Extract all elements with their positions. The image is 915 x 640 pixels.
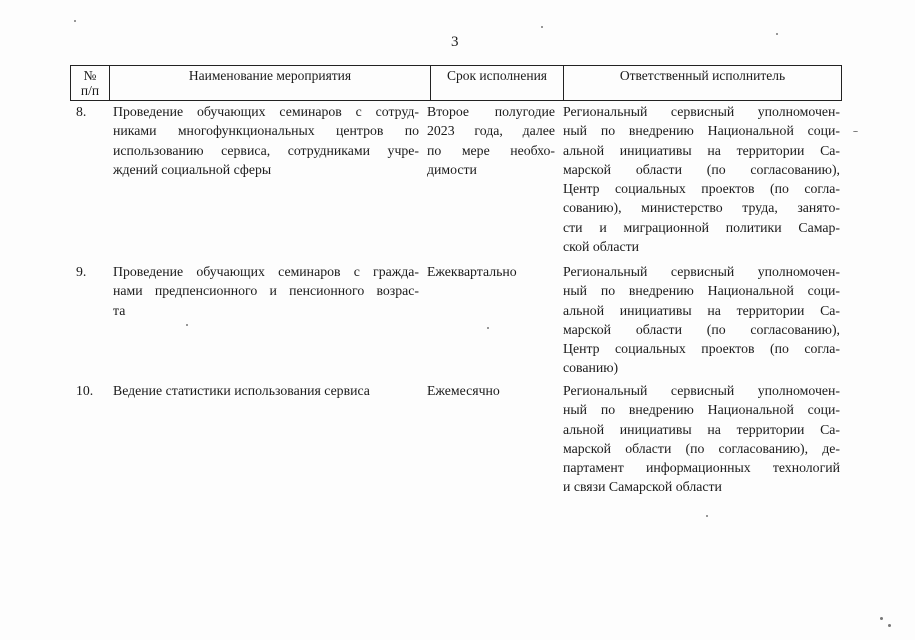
deadline: Ежеквартально (427, 264, 517, 279)
responsible: Региональный сервисный уполномочен- ный по внедрению Национальной соци- альной инициативы на территории Са- марской области (по согласованию), де- партамент информационных технологий и связи Самарской области (563, 383, 840, 495)
scan-speck (74, 20, 76, 22)
header-num: № п/п (71, 66, 110, 101)
scan-speck (888, 624, 891, 627)
scan-speck (706, 515, 708, 517)
deadline: Ежемесячно (427, 383, 500, 398)
scan-speck (776, 33, 778, 35)
header-name: Наименование мероприятия (110, 66, 431, 101)
responsible: Региональный сервисный уполномочен- ный по внедрению Национальной соци- альной инициативы на территории Са- марской области (по согласованию), Центр социальных проектов (по согла- сованию) (563, 264, 840, 376)
scan-speck (186, 324, 188, 326)
page-number: 3 (451, 34, 459, 50)
deadline: Второе полугодие 2023 года, далее по мере необхо- димости (427, 104, 555, 177)
activity-name: Проведение обучающих семинаров с сотруд- никами многофункциональных центров по использованию сервиса, сотрудниками учре- ждений социальной сферы (113, 104, 419, 177)
activity-name: Ведение статистики использования сервиса (113, 383, 370, 398)
row-number: 8. (76, 104, 87, 119)
responsible: Региональный сервисный уполномочен- ный по внедрению Национальной соци- альной инициативы на территории Са- марской области (по согласованию), Центр социальных проектов (по согла- сованию), министерство труда, занято- сти и миграционной политики Самар- ской области (563, 104, 840, 255)
row-number: 10. (76, 383, 94, 398)
header-term: Срок исполнения (431, 66, 564, 101)
scan-speck (541, 26, 543, 28)
row-number: 9. (76, 264, 87, 279)
scan-speck (487, 327, 489, 329)
header-responsible: Ответственный исполнитель (564, 66, 842, 101)
table-header (70, 65, 842, 101)
activity-name: Проведение обучающих семинаров с гражда- нами предпенсионного и пенсионного возрас- та (113, 264, 419, 318)
scan-speck (853, 131, 858, 132)
scan-speck (880, 617, 883, 620)
